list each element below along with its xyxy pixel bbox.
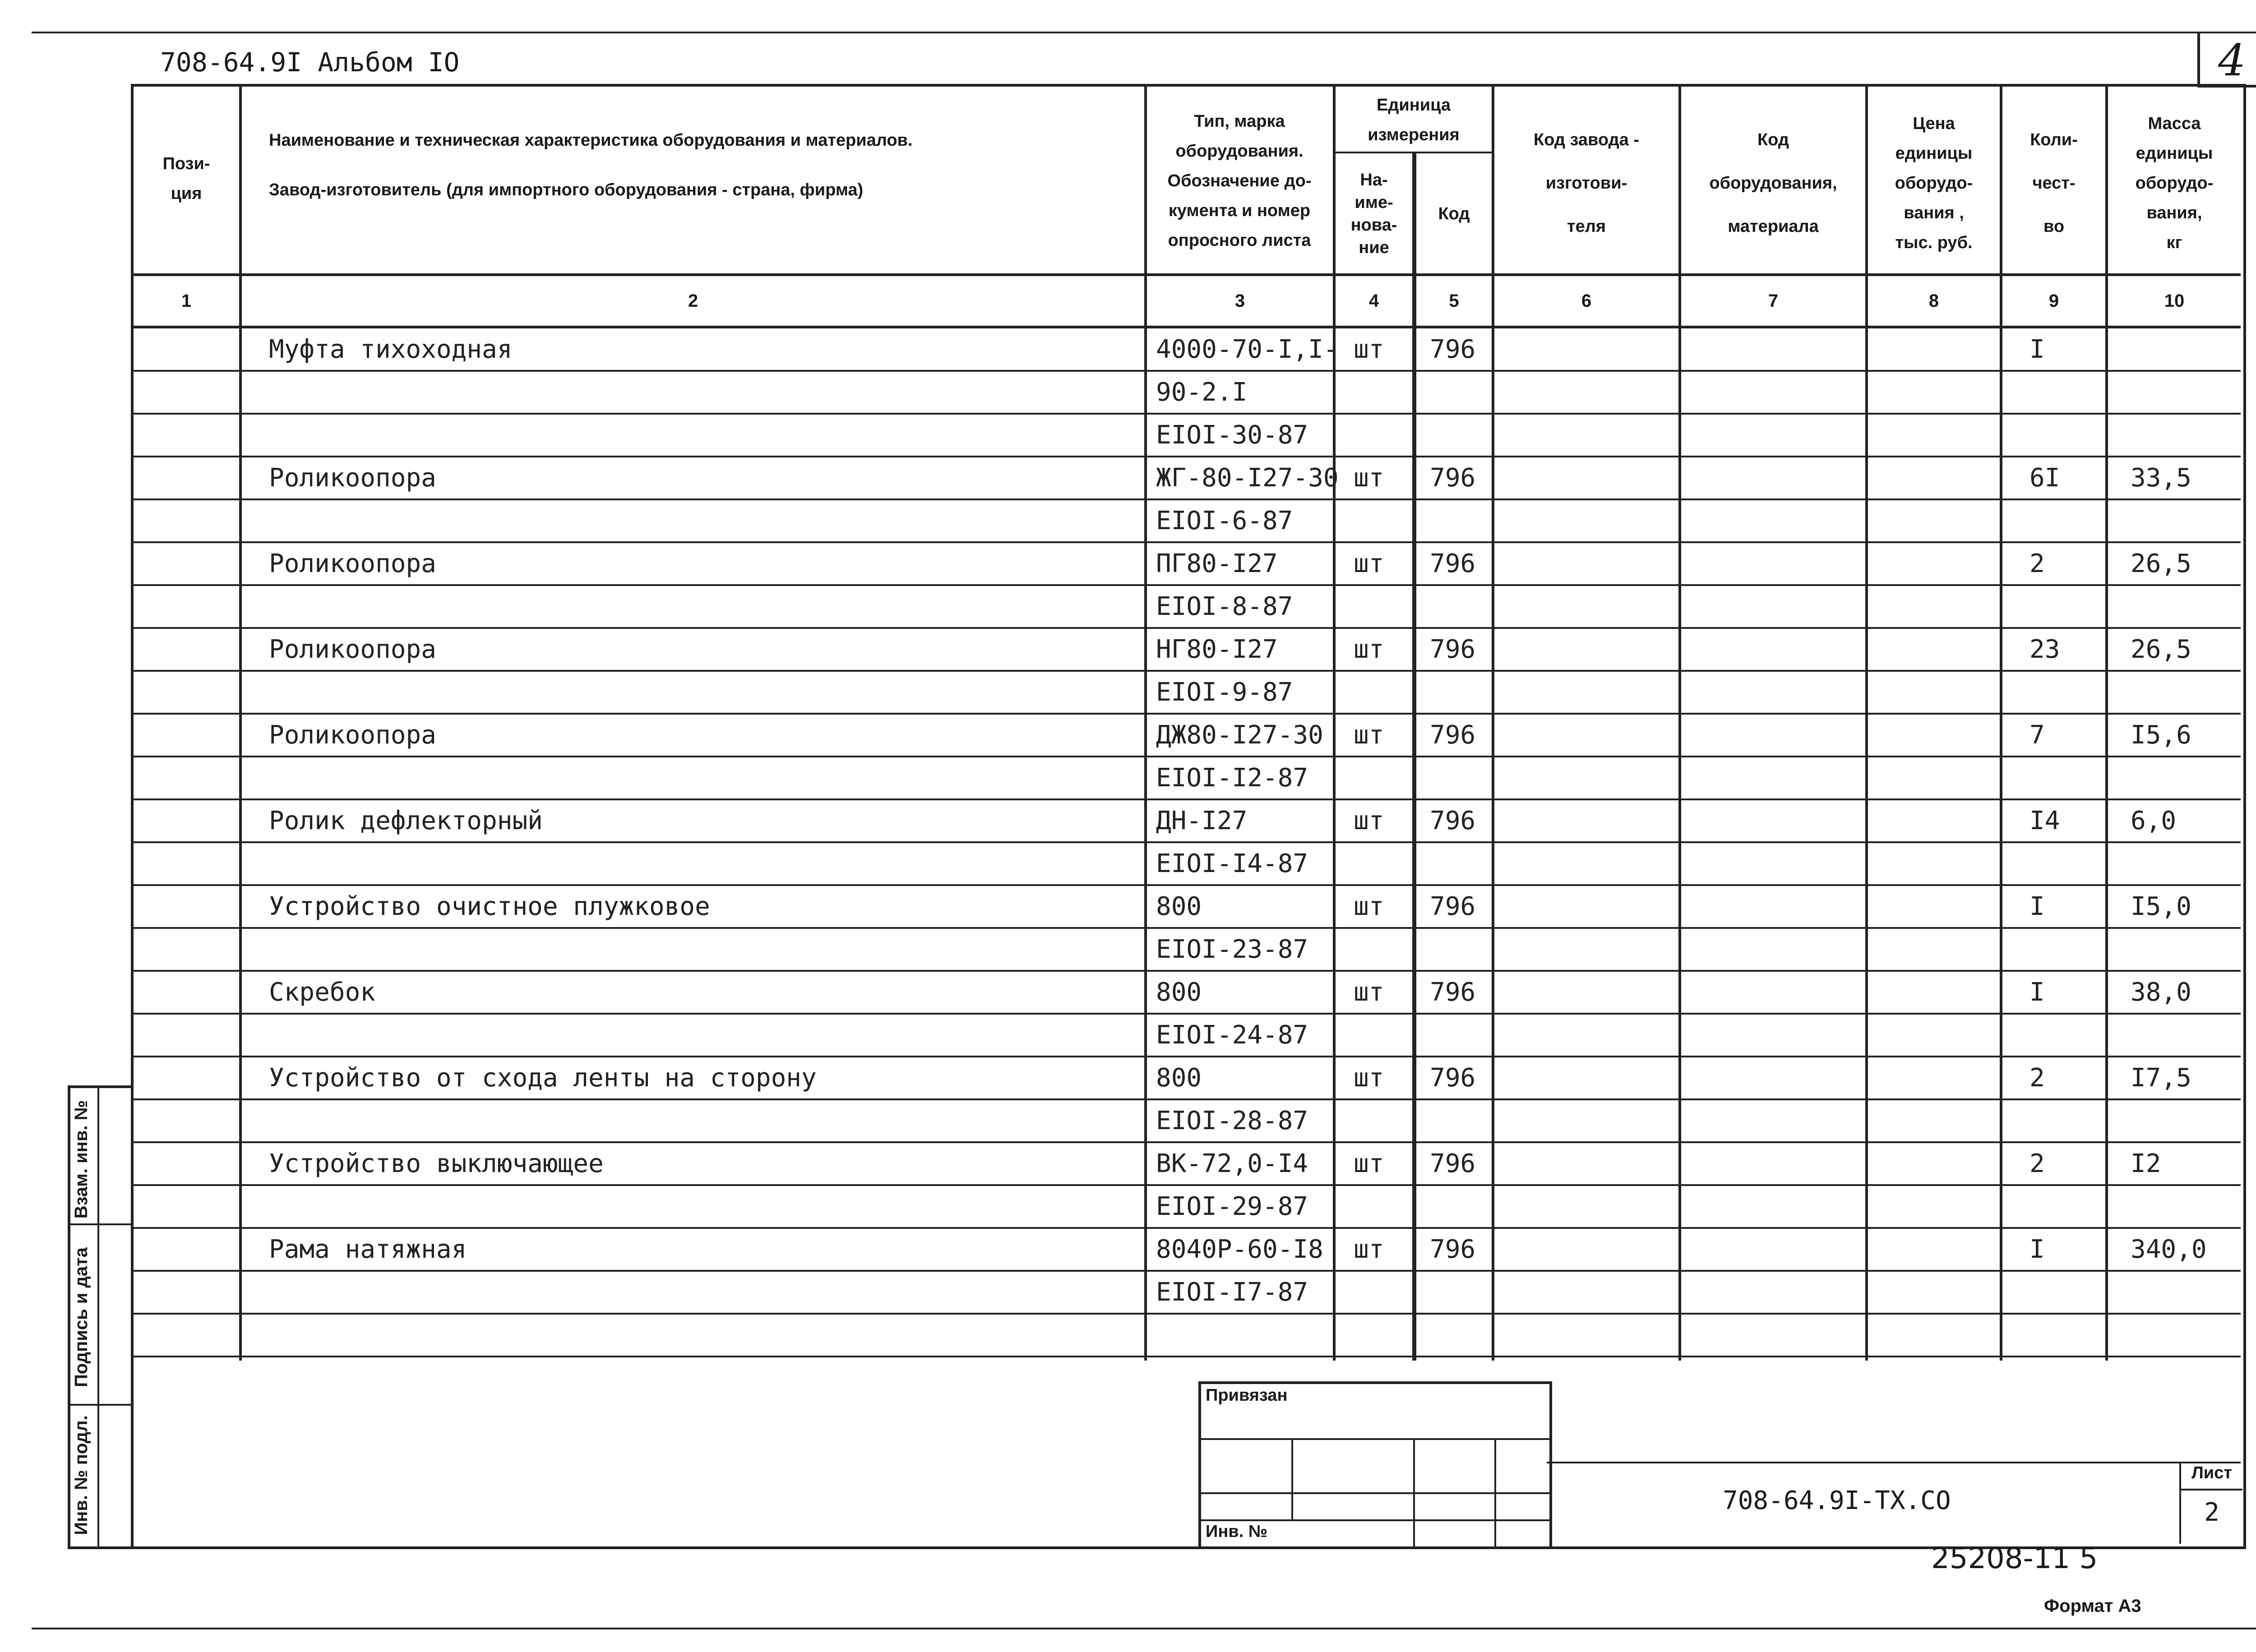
table-cell-col-9: 2 bbox=[2029, 1063, 2045, 1093]
table-cell-col-5: 796 bbox=[1430, 806, 1476, 835]
table-cell-col-3: EIOI-9-87 bbox=[1156, 678, 1293, 707]
table-row bbox=[134, 928, 2241, 971]
inv-number-label: Инв. № bbox=[1206, 1522, 1268, 1541]
corner-box bbox=[2197, 32, 2256, 88]
table-row bbox=[134, 671, 2241, 714]
table-row bbox=[134, 328, 2241, 371]
table-cell-col-9: I bbox=[2029, 335, 2045, 364]
table-cell-col-3: EIOI-6-87 bbox=[1156, 506, 1293, 535]
table-cell-col-5: 796 bbox=[1430, 463, 1476, 493]
col-number-7: 7 bbox=[1768, 291, 1779, 311]
album-header: 708-64.9I Альбом IO bbox=[160, 47, 460, 78]
table-row bbox=[134, 800, 2241, 843]
table-cell-col-3: 800 bbox=[1156, 892, 1202, 921]
table-cell-col-10: 6,0 bbox=[2131, 806, 2177, 835]
col-header-name: Наименование и техническая характеристика оборудования и материалов. Завод-изготовитель (для импортного оборудования - страна, фирма) bbox=[269, 131, 913, 199]
table-cell-col-2: Роликоопора bbox=[269, 720, 436, 750]
table-cell-col-4: шт bbox=[1354, 635, 1384, 664]
col-number-4: 4 bbox=[1368, 291, 1379, 311]
stamp-signature-date: Подпись и дата bbox=[71, 1247, 91, 1387]
table-row bbox=[134, 886, 2241, 928]
table-row bbox=[134, 1314, 2241, 1357]
table-cell-col-4: шт bbox=[1354, 978, 1384, 1007]
table-cell-col-5: 796 bbox=[1430, 892, 1476, 921]
table-cell-col-2: Роликоопора bbox=[269, 635, 436, 664]
table-cell-col-3: 90-2.I bbox=[1156, 378, 1248, 407]
col-header-price: Цена единицы оборудо- вания , тыс. руб. bbox=[1895, 114, 1973, 252]
col-header-factory-code: Код завода - изготови- теля bbox=[1533, 130, 1640, 236]
col-number-8: 8 bbox=[1928, 291, 1939, 311]
table-cell-col-2: Роликоопора bbox=[269, 549, 436, 578]
table-cell-col-3: EIOI-I7-87 bbox=[1156, 1278, 1308, 1307]
table-cell-col-9: 2 bbox=[2029, 1149, 2045, 1178]
corner-mark: 4 bbox=[2218, 35, 2246, 86]
table-row bbox=[134, 843, 2241, 886]
table-cell-col-3: EIOI-28-87 bbox=[1156, 1106, 1308, 1135]
table-cell-col-3: EIOI-I4-87 bbox=[1156, 849, 1308, 878]
table-cell-col-5: 796 bbox=[1430, 549, 1476, 578]
table-cell-col-10: 33,5 bbox=[2131, 463, 2191, 493]
table-cell-col-4: шт bbox=[1354, 892, 1384, 921]
table-row bbox=[134, 1271, 2241, 1314]
table-cell-col-2: Устройство от схода ленты на сторону bbox=[269, 1063, 817, 1093]
side-stamp bbox=[68, 1085, 134, 1549]
table-cell-col-5: 796 bbox=[1430, 1235, 1476, 1264]
table-cell-col-2: Муфта тихоходная bbox=[269, 335, 513, 364]
table-cell-col-4: шт bbox=[1354, 1063, 1384, 1093]
table-cell-col-2: Ролик дефлекторный bbox=[269, 806, 543, 835]
sheet-box bbox=[2179, 1462, 2242, 1544]
col-header-position: Пози- ция bbox=[162, 154, 210, 203]
col-number-1: 1 bbox=[181, 291, 192, 311]
table-cell-col-5: 796 bbox=[1430, 720, 1476, 750]
table-cell-col-3: ПГ80-I27 bbox=[1156, 549, 1278, 578]
table-cell-col-9: I4 bbox=[2029, 806, 2060, 835]
table-cell-col-4: шт bbox=[1354, 335, 1384, 364]
table-row bbox=[134, 628, 2241, 671]
table-cell-col-3: EIOI-I2-87 bbox=[1156, 763, 1308, 793]
table-row bbox=[134, 586, 2241, 628]
table-cell-col-5: 796 bbox=[1430, 1063, 1476, 1093]
table-cell-col-5: 796 bbox=[1430, 635, 1476, 664]
table-cell-col-9: 7 bbox=[2029, 720, 2045, 750]
stamp-vzam-inv: Взам. инв. № bbox=[71, 1100, 91, 1219]
table-cell-col-2: Рама натяжная bbox=[269, 1235, 467, 1264]
table-row bbox=[134, 1143, 2241, 1186]
table-cell-col-3: EIOI-23-87 bbox=[1156, 935, 1308, 964]
col-header-mass: Масса единицы оборудо- вания, кг bbox=[2135, 114, 2214, 252]
table-cell-col-3: 4000-70-I,I- bbox=[1156, 335, 1339, 364]
table-cell-col-4: шт bbox=[1354, 463, 1384, 493]
table-cell-col-4: шт bbox=[1354, 1149, 1384, 1178]
table-cell-col-3: НГ80-I27 bbox=[1156, 635, 1278, 664]
col-header-quantity: Коли- чест- во bbox=[2030, 130, 2078, 236]
table-row bbox=[134, 1228, 2241, 1271]
table-cell-col-5: 796 bbox=[1430, 978, 1476, 1007]
table-cell-col-9: I bbox=[2029, 978, 2045, 1007]
table-cell-col-3: 800 bbox=[1156, 1063, 1202, 1093]
col-number-2: 2 bbox=[688, 291, 698, 311]
table-cell-col-9: 6I bbox=[2029, 463, 2060, 493]
table-cell-col-3: ВК-72,0-I4 bbox=[1156, 1149, 1308, 1178]
page-bottom-border bbox=[32, 1628, 2256, 1629]
table-row bbox=[134, 1014, 2241, 1057]
table-row bbox=[134, 414, 2241, 457]
order-number: 25208-11 5 bbox=[1931, 1542, 2098, 1575]
table-body bbox=[134, 328, 2241, 1361]
table-row bbox=[134, 1100, 2241, 1143]
col-header-type: Тип, марка оборудования. Обозначение до- кумента и номер опросного листа bbox=[1167, 112, 1312, 250]
col-header-unit-name: На- име- нова- ние bbox=[1350, 171, 1397, 257]
privyazan-block bbox=[1198, 1381, 1552, 1546]
table-row bbox=[134, 543, 2241, 586]
col-number-9: 9 bbox=[2048, 291, 2059, 311]
col-number-5: 5 bbox=[1449, 291, 1459, 311]
table-cell-col-9: I bbox=[2029, 1235, 2045, 1264]
spec-table bbox=[134, 84, 2241, 1361]
table-cell-col-9: 2 bbox=[2029, 549, 2045, 578]
table-row bbox=[134, 457, 2241, 500]
table-cell-col-3: EIOI-24-87 bbox=[1156, 1020, 1308, 1050]
col-header-unit: Единица измерения bbox=[1368, 96, 1460, 144]
document-code: 708-64.9I-TX.CO bbox=[1723, 1486, 1951, 1515]
sheet-label: Лист bbox=[2191, 1463, 2232, 1482]
table-cell-col-2: Роликоопора bbox=[269, 463, 436, 493]
table-cell-col-5: 796 bbox=[1430, 1149, 1476, 1178]
table-cell-col-10: I7,5 bbox=[2131, 1063, 2191, 1093]
table-cell-col-2: Устройство выключающее bbox=[269, 1149, 604, 1178]
table-row bbox=[134, 1057, 2241, 1100]
format-label: Формат А3 bbox=[2044, 1596, 2141, 1616]
table-row bbox=[134, 371, 2241, 414]
table-cell-col-4: шт bbox=[1354, 549, 1384, 578]
table-cell-col-9: 23 bbox=[2029, 635, 2060, 664]
table-cell-col-3: EIOI-30-87 bbox=[1156, 420, 1308, 450]
table-cell-col-10: 26,5 bbox=[2131, 635, 2191, 664]
table-cell-col-10: 340,0 bbox=[2131, 1235, 2207, 1264]
table-row bbox=[134, 500, 2241, 543]
table-cell-col-3: ДЖ80-I27-30 bbox=[1156, 720, 1323, 750]
col-number-10: 10 bbox=[2164, 291, 2185, 311]
table-cell-col-3: ДН-I27 bbox=[1156, 806, 1248, 835]
table-cell-col-10: I5,6 bbox=[2131, 720, 2191, 750]
table-cell-col-4: шт bbox=[1354, 806, 1384, 835]
table-cell-col-9: I bbox=[2029, 892, 2045, 921]
col-number-6: 6 bbox=[1581, 291, 1592, 311]
table-row bbox=[134, 1186, 2241, 1228]
table-cell-col-2: Скребок bbox=[269, 978, 376, 1007]
stamp-inv-podl: Инв. № подл. bbox=[71, 1415, 91, 1535]
page-top-border bbox=[32, 32, 2256, 33]
table-cell-col-10: 38,0 bbox=[2131, 978, 2191, 1007]
col-header-equipment-code: Код оборудования, материала bbox=[1709, 130, 1837, 236]
table-row bbox=[134, 714, 2241, 757]
table-cell-col-4: шт bbox=[1354, 1235, 1384, 1264]
table-cell-col-2: Устройство очистное плужковое bbox=[269, 892, 710, 921]
table-cell-col-10: I5,0 bbox=[2131, 892, 2191, 921]
col-number-3: 3 bbox=[1234, 291, 1245, 311]
col-header-unit-code: Код bbox=[1438, 204, 1470, 223]
table-cell-col-10: 26,5 bbox=[2131, 549, 2191, 578]
table-cell-col-3: 8040Р-60-I8 bbox=[1156, 1235, 1323, 1264]
privyazan-label: Привязан bbox=[1206, 1386, 1288, 1405]
sheet-number: 2 bbox=[2204, 1498, 2219, 1527]
table-cell-col-10: I2 bbox=[2131, 1149, 2161, 1178]
table-cell-col-4: шт bbox=[1354, 720, 1384, 750]
table-cell-col-3: EIOI-29-87 bbox=[1156, 1192, 1308, 1221]
table-cell-col-3: 800 bbox=[1156, 978, 1202, 1007]
table-cell-col-5: 796 bbox=[1430, 335, 1476, 364]
table-cell-col-3: ЖГ-80-I27-30 bbox=[1156, 463, 1339, 493]
table-row bbox=[134, 971, 2241, 1014]
table-cell-col-3: EIOI-8-87 bbox=[1156, 592, 1293, 621]
table-row bbox=[134, 757, 2241, 800]
